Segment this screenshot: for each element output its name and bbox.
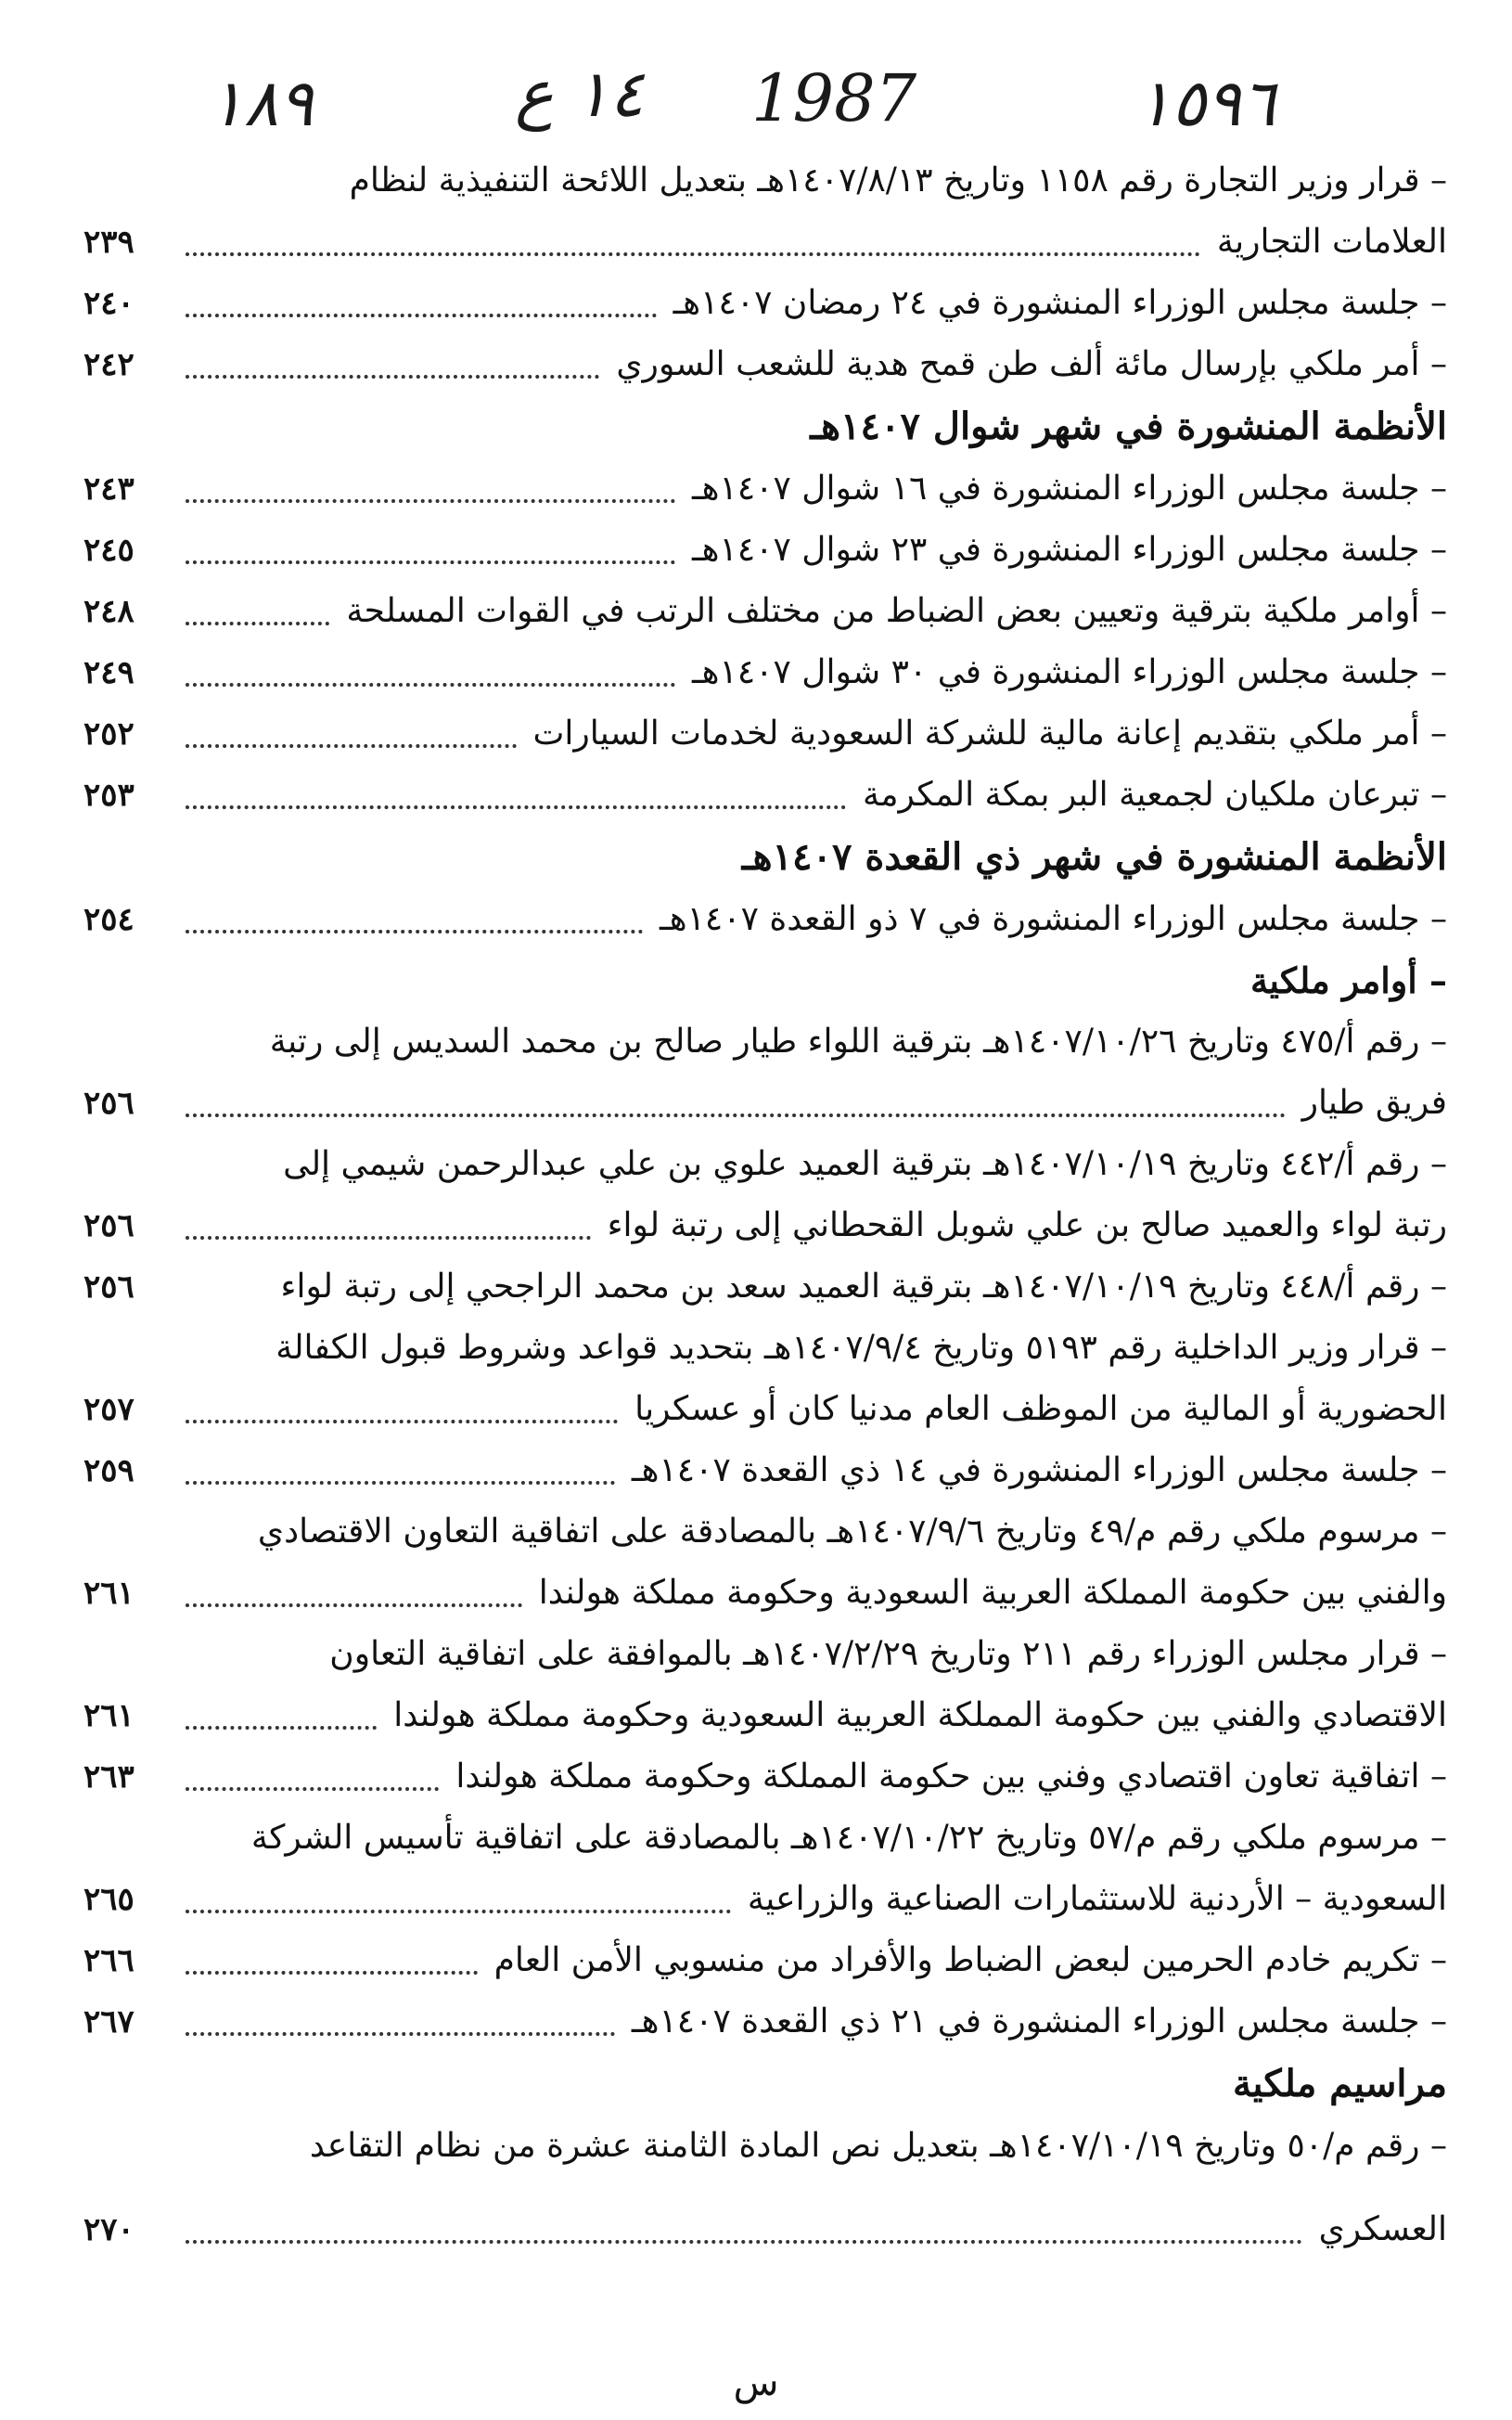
section-heading: مراسيم ملكية [1232,2062,1447,2105]
toc-entry [83,520,1447,581]
dot-leader [186,2032,615,2036]
toc-entry [83,1379,1447,1440]
dot-leader [186,622,329,625]
toc-entry-text: الاقتصادي والفني بين حكومة المملكة العربية السعودية وحكومة مملكة هولندا [393,1696,1447,1734]
toc-entry [83,1256,1447,1318]
toc-entry-text: – مرسوم ملكي رقم م/٥٧ وتاريخ ١٤٠٧/١٠/٢٢هـ بالمصادقة على اتفاقية تأسيس الشركة [250,1819,1447,1857]
toc-entry [83,1073,1447,1134]
toc-entry [83,581,1447,642]
handwritten-year: 1987 [751,60,917,136]
toc-entry-text: رتبة لواء والعميد صالح بن علي شوبل القحطاني إلى رتبة لواء [607,1206,1447,1244]
subsection-heading: – أوامر ملكية [1249,959,1447,1001]
page-number: ٢٧٠ [83,2211,135,2248]
toc-entry-text: – رقم أ/٤٧٥ وتاريخ ١٤٠٧/١٠/٢٦هـ بترقية اللواء طيار صالح بن محمد السديس إلى رتبة [269,1023,1447,1061]
table-of-contents [83,150,1447,2260]
dot-leader [186,1420,618,1423]
toc-entry [83,212,1447,273]
toc-entry-line [83,1624,1447,1685]
handwritten-number: ١٨٩ [209,65,314,141]
toc-entry [83,1440,1447,1501]
toc-entry [83,2177,1447,2260]
toc-entry [83,1195,1447,1256]
page-number: ٢٥٤ [83,901,135,938]
page-number: ٢٦٣ [83,1758,135,1796]
toc-entry-text: – قرار وزير الداخلية رقم ٥١٩٣ وتاريخ ١٤٠٧/٩/٤هـ بتحديد قواعد وشروط قبول الكفالة [275,1329,1447,1367]
toc-entry-text: – أوامر ملكية بترقية وتعيين بعض الضباط من مختلف الرتب في القوات المسلحة [346,592,1447,630]
page-number: ٢٦١ [83,1697,135,1734]
page-number: ٢٤٩ [83,654,135,691]
dot-leader [186,314,657,317]
handwritten-number: ١٥٩٦ [1136,65,1276,141]
toc-entry [83,765,1447,826]
toc-entry-text: – رقم أ/٤٤٨ وتاريخ ١٤٠٧/١٠/١٩هـ بترقية العميد سعد بن محمد الراجحي إلى رتبة لواء [280,1268,1447,1306]
page-number: ٢٦٥ [83,1881,135,1918]
dot-leader [186,560,675,564]
toc-entry-text: – أمر ملكي بإرسال مائة ألف طن قمح هدية للشعب السوري [616,345,1447,383]
toc-entry-text: – اتفاقية تعاون اقتصادي وفني بين حكومة المملكة وحكومة مملكة هولندا [455,1757,1447,1796]
toc-entry-line [83,1011,1447,1073]
toc-entry-text: – جلسة مجلس الوزراء المنشورة في ٢٣ شوال ١٤٠٧هـ [691,531,1447,569]
toc-entry-line [83,1318,1447,1379]
dot-leader [186,744,517,748]
toc-entry [83,642,1447,703]
toc-entry-text: – أمر ملكي بتقديم إعانة مالية للشركة السعودية لخدمات السيارات [532,714,1447,753]
page-number: ٢٤٨ [83,593,135,630]
page-number: ٢٦١ [83,1575,135,1612]
section-heading: الأنظمة المنشورة في شهر شوال ١٤٠٧هـ [810,405,1447,448]
toc-entry-line [83,2116,1447,2177]
toc-entry-text: العلامات التجارية [1216,223,1447,261]
toc-entry-text: – قرار وزير التجارة رقم ١١٥٨ وتاريخ ١٤٠٧/٨/١٣هـ بتعديل اللائحة التنفيذية لنظام [349,161,1447,200]
page-number: ٢٤٢ [83,346,135,383]
dot-leader [186,1787,439,1791]
dot-leader [186,1910,731,1913]
toc-entry-line [83,1501,1447,1563]
toc-entry-text: – رقم أ/٤٤٢ وتاريخ ١٤٠٧/١٠/١٩هـ بترقية العميد علوي بن علي عبدالرحمن شيمي إلى [283,1145,1447,1183]
dot-leader [186,375,599,379]
dot-leader [186,1726,377,1730]
page-number: ٢٤٣ [83,470,135,508]
toc-entry-text: – قرار مجلس الوزراء رقم ٢١١ وتاريخ ١٤٠٧/٢/٢٩هـ بالموافقة على اتفاقية التعاون [329,1635,1447,1673]
section-heading: الأنظمة المنشورة في شهر ذي القعدة ١٤٠٧هـ [741,835,1447,879]
toc-entry [83,1930,1447,1991]
toc-entry-text: فريق طيار [1301,1084,1447,1122]
dot-leader [186,1971,478,1975]
toc-entry-text: – جلسة مجلس الوزراء المنشورة في ١٦ شوال ١٤٠٧هـ [691,470,1447,508]
toc-entry-line [83,150,1447,212]
dot-leader [186,1236,591,1240]
page-number: ٢٥٦ [83,1085,135,1122]
page-number: ٢٥٢ [83,715,135,753]
page-number: ٢٥٩ [83,1452,135,1489]
toc-entry [83,1869,1447,1930]
page-number: ٢٦٧ [83,2003,135,2040]
dot-leader [186,1113,1286,1117]
toc-entry-text: الحضورية أو المالية من الموظف العام مدنيا كان أو عسكريا [634,1390,1447,1428]
dot-leader [186,252,1200,256]
toc-entry [83,1746,1447,1808]
page-number: ٢٤٥ [83,532,135,569]
toc-entry-text: – تكريم خادم الحرمين لبعض الضباط والأفراد من منسوبي الأمن العام [493,1941,1447,1979]
page-number: ٢٥٣ [83,777,135,814]
toc-entry-text: – جلسة مجلس الوزراء المنشورة في ٧ ذو القعدة ١٤٠٧هـ [660,900,1447,938]
toc-entry-text: – تبرعان ملكيان لجمعية البر بمكة المكرمة [862,776,1447,814]
dot-leader [186,805,846,809]
toc-entry [83,1991,1447,2053]
toc-entry [83,273,1447,334]
toc-entry [83,1563,1447,1624]
dot-leader [186,1481,615,1485]
page-footer: س [733,2362,779,2404]
toc-entry [83,703,1447,765]
toc-entry [83,1685,1447,1746]
page-number: ٢٣٩ [83,224,135,261]
dot-leader [186,1603,522,1607]
toc-entry-text: والفني بين حكومة المملكة العربية السعودية وحكومة مملكة هولندا [538,1574,1447,1612]
dot-leader [186,499,675,503]
toc-entry-text: السعودية – الأردنية للاستثمارات الصناعية والزراعية [747,1880,1447,1918]
page-number: ٢٦٦ [83,1942,135,1979]
toc-entry-text: – جلسة مجلس الوزراء المنشورة في ١٤ ذي القعدة ١٤٠٧هـ [631,1451,1447,1489]
toc-entry-text: – رقم م/٥٠ وتاريخ ١٤٠٧/١٠/١٩هـ بتعديل نص المادة الثامنة عشرة من نظام التقاعد [309,2127,1447,2165]
toc-entry-text: – جلسة مجلس الوزراء المنشورة في ٢١ ذي القعدة ١٤٠٧هـ [631,2002,1447,2040]
dot-leader [186,930,643,933]
toc-entry-text: – جلسة مجلس الوزراء المنشورة في ٢٤ رمضان ١٤٠٧هـ [673,284,1447,322]
handwritten-annotations [0,37,1512,167]
toc-entry-line [83,1808,1447,1869]
dot-leader [186,683,675,687]
toc-entry [83,458,1447,520]
page-number: ٢٥٧ [83,1391,135,1428]
page-number: ٢٥٦ [83,1268,135,1306]
toc-entry-text: العسكري [1318,2210,1447,2248]
dot-leader [186,2240,1302,2244]
handwritten-number: ١٤ ع [515,56,645,132]
page-number: ٢٥٦ [83,1207,135,1244]
page-number: ٢٤٠ [83,285,135,322]
toc-entry-text: – جلسة مجلس الوزراء المنشورة في ٣٠ شوال ١٤٠٧هـ [691,653,1447,691]
toc-entry [83,889,1447,950]
toc-entry-text: – مرسوم ملكي رقم م/٤٩ وتاريخ ١٤٠٧/٩/٦هـ بالمصادقة على اتفاقية التعاون الاقتصادي [257,1512,1447,1551]
toc-entry-line [83,1134,1447,1195]
toc-entry [83,334,1447,395]
